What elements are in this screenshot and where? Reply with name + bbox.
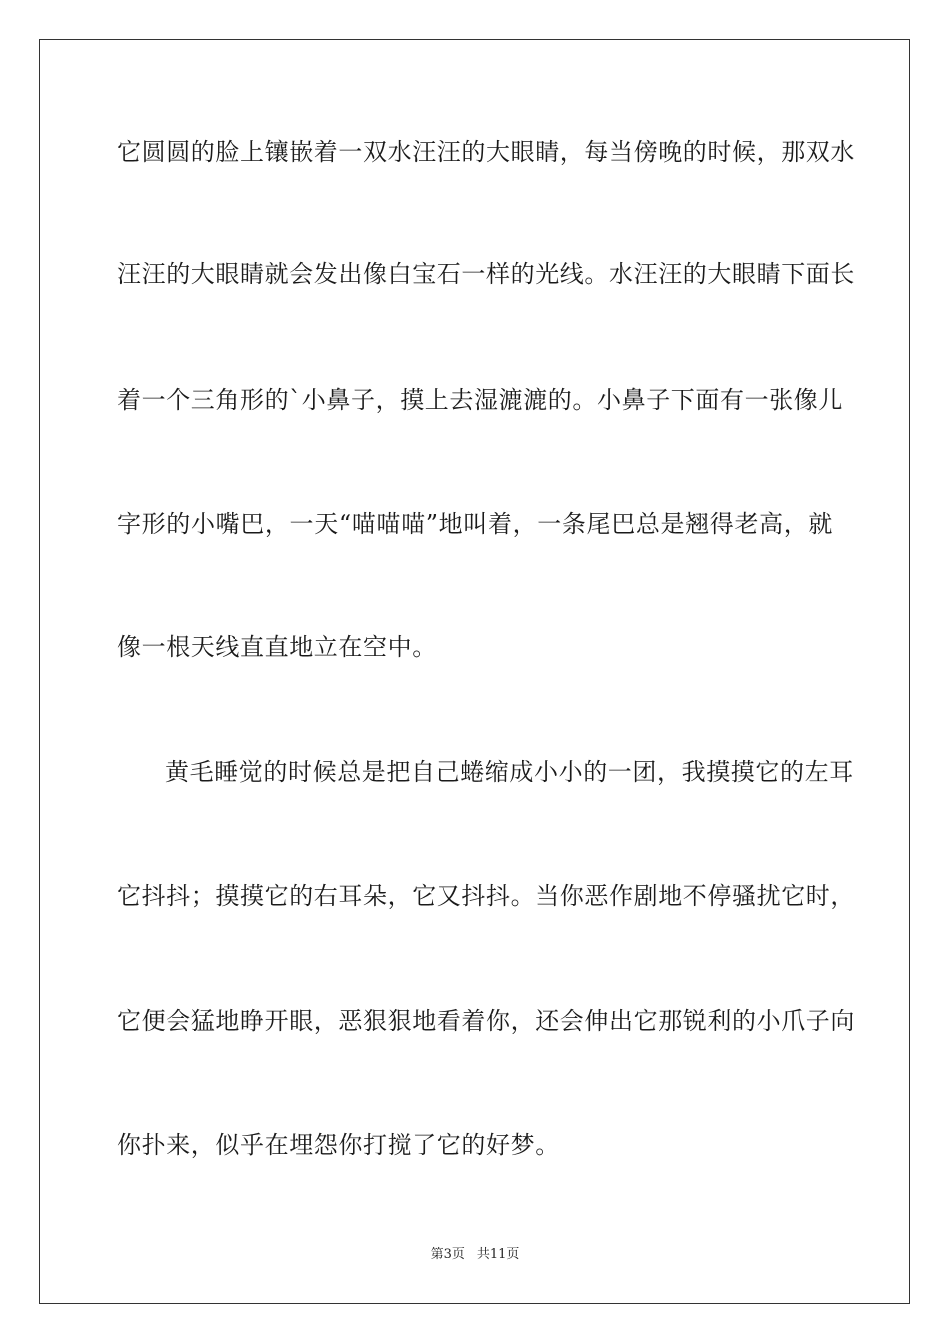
paragraph-1-line-3: 着一个三角形的`小鼻子，摸上去湿漉漉的。小鼻子下面有一张像儿 (117, 386, 843, 414)
page-footer (0, 1247, 950, 1263)
paragraph-2-line-4: 你扑来，似乎在埋怨你打搅了它的好梦。 (117, 1131, 560, 1159)
page-number: 第3页 (430, 1247, 465, 1262)
paragraph-2-line-1: 黄毛睡觉的时候总是把自己蜷缩成小小的一团，我摸摸它的左耳 (165, 758, 854, 786)
paragraph-1-line-2: 汪汪的大眼睛就会发出像白宝石一样的光线。水汪汪的大眼睛下面长 (117, 260, 855, 288)
paragraph-1-line-4: 字形的小嘴巴，一天“喵喵喵”地叫着，一条尾巴总是翘得老高，就 (117, 510, 833, 538)
paragraph-2-line-3: 它便会猛地睁开眼，恶狠狠地看着你，还会伸出它那锐利的小爪子向 (117, 1007, 855, 1035)
page-border (39, 39, 910, 1304)
paragraph-2-line-2: 它抖抖；摸摸它的右耳朵，它又抖抖。当你恶作剧地不停骚扰它时， (117, 882, 855, 910)
paragraph-1-line-5: 像一根天线直直地立在空中。 (117, 633, 437, 661)
paragraph-1-line-1: 它圆圆的脸上镶嵌着一双水汪汪的大眼睛，每当傍晚的时候，那双水 (117, 138, 855, 166)
page-total: 共11页 (476, 1247, 520, 1262)
